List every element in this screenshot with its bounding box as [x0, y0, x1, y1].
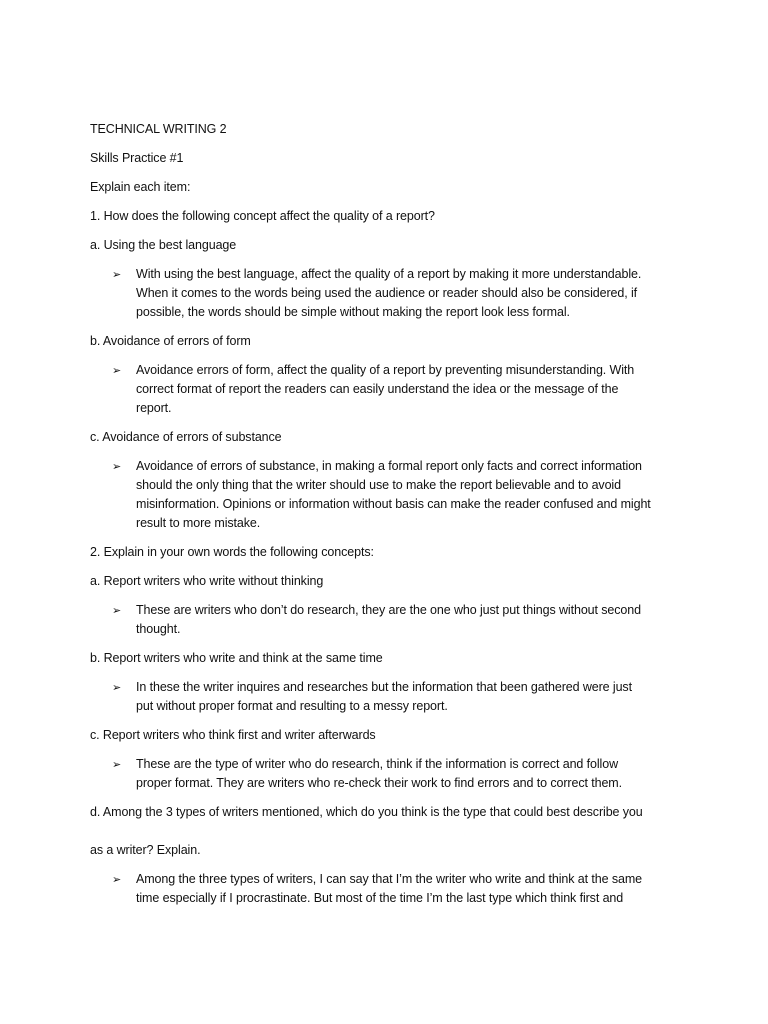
- q1-c-answer: [90, 457, 690, 533]
- answer-line: These are writers who don’t do research, they are the one who just put things without second: [136, 603, 641, 617]
- q2-b-heading: b. Report writers who write and think at the same time: [90, 651, 383, 665]
- q2-a-heading: a. Report writers who write without thinking: [90, 574, 324, 588]
- q2-d-answer: [90, 870, 690, 908]
- answer-line: Avoidance of errors of substance, in making a formal report only facts and correct information: [136, 459, 642, 473]
- q2-b-answer: [90, 678, 690, 716]
- answer-line: possible, the words should be simple without making the report look less formal.: [136, 305, 570, 319]
- document-subtitle: Skills Practice #1: [90, 151, 184, 165]
- answer-line: When it comes to the words being used the audience or reader should also be considered, if: [136, 286, 638, 300]
- answer-line: proper format. They are writers who re-check their work to find errors and to correct them.: [136, 776, 622, 790]
- answer-line: These are the type of writer who do research, think if the information is correct and follow: [136, 757, 619, 771]
- q2-d-heading-line2: as a writer? Explain.: [90, 843, 201, 857]
- q1-b-answer: [90, 361, 690, 418]
- q2-a-answer: [90, 601, 690, 639]
- q1-a-heading: a. Using the best language: [90, 238, 237, 252]
- arrow-bullet-icon: ➢: [112, 758, 122, 771]
- question-1: 1. How does the following concept affect the quality of a report?: [90, 209, 435, 223]
- answer-line: thought.: [136, 622, 181, 636]
- answer-line: misinformation. Opinions or information without basis can make the reader confused and might: [136, 497, 651, 511]
- answer-line: correct format of report the readers can easily understand the idea or the message of the: [136, 382, 619, 396]
- answer-line: In these the writer inquires and researches but the information that been gathered were just: [136, 680, 632, 694]
- answer-line: Among the three types of writers, I can say that I’m the writer who write and think at the same: [136, 872, 643, 886]
- document-page: [90, 120, 690, 918]
- q1-b-heading: b. Avoidance of errors of form: [90, 334, 251, 348]
- q1-a-answer: [90, 265, 690, 322]
- arrow-bullet-icon: ➢: [112, 873, 122, 886]
- q2-d-heading-line1: d. Among the 3 types of writers mentioned, which do you think is the type that could best describe you: [90, 805, 643, 819]
- arrow-bullet-icon: ➢: [112, 604, 122, 617]
- answer-line: report.: [136, 401, 172, 415]
- arrow-bullet-icon: ➢: [112, 460, 122, 473]
- q2-c-heading: c. Report writers who think first and writer afterwards: [90, 728, 376, 742]
- answer-line: result to more mistake.: [136, 516, 261, 530]
- answer-line: time especially if I procrastinate. But most of the time I’m the last type which think first and: [136, 891, 624, 905]
- q2-c-answer: [90, 755, 690, 793]
- document-title: TECHNICAL WRITING 2: [90, 122, 227, 136]
- answer-line: Avoidance errors of form, affect the quality of a report by preventing misunderstanding. With: [136, 363, 635, 377]
- question-2: 2. Explain in your own words the following concepts:: [90, 545, 374, 559]
- answer-line: With using the best language, affect the quality of a report by making it more understandable.: [136, 267, 642, 281]
- arrow-bullet-icon: ➢: [112, 364, 122, 377]
- q1-c-heading: c. Avoidance of errors of substance: [90, 430, 282, 444]
- arrow-bullet-icon: ➢: [112, 681, 122, 694]
- arrow-bullet-icon: ➢: [112, 268, 122, 281]
- answer-line: should the only thing that the writer should use to make the report believable and to avoid: [136, 478, 621, 492]
- instruction-text: Explain each item:: [90, 180, 191, 194]
- answer-line: put without proper format and resulting to a messy report.: [136, 699, 448, 713]
